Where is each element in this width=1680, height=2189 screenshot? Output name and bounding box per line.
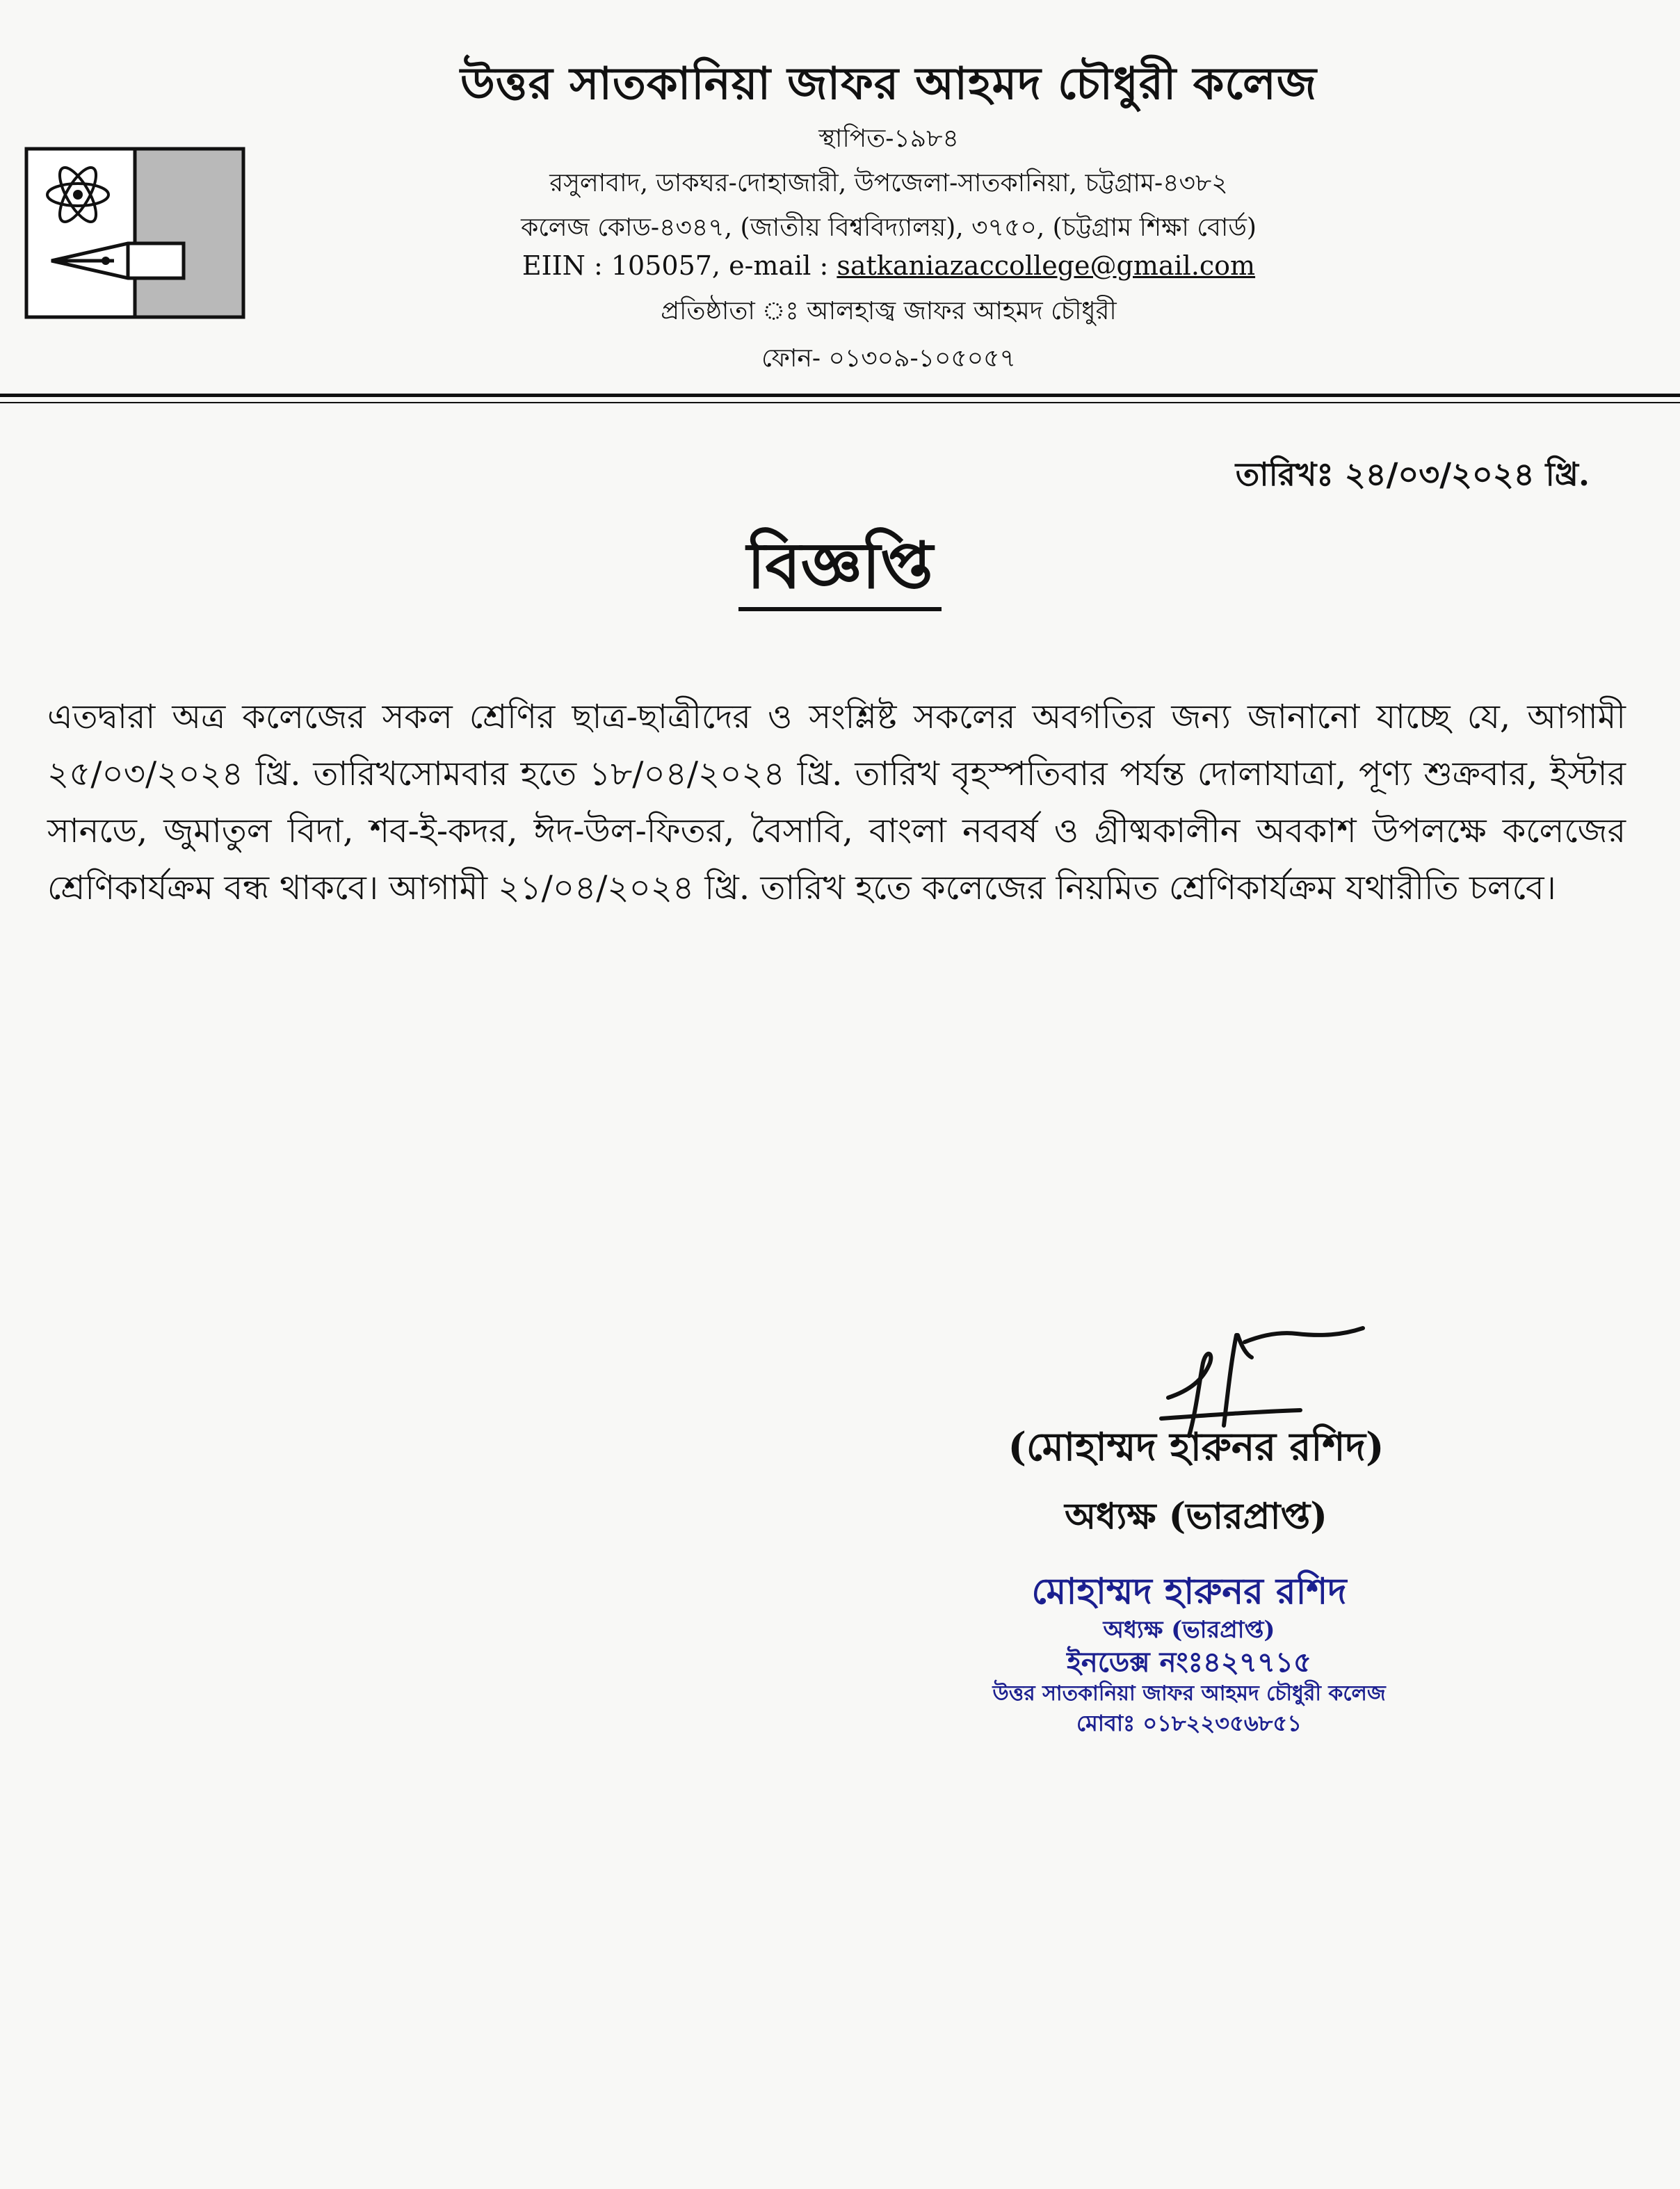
header-divider-thick <box>0 394 1680 397</box>
established-year: স্থাপিত-১৯৮৪ <box>818 124 959 153</box>
eiin-label: EIIN : 105057, e-mail : <box>522 250 837 281</box>
notice-date: তারিখঃ ২৪/০৩/২০২৪ খ্রি. <box>1235 455 1590 493</box>
header-divider-thin <box>0 402 1680 403</box>
seal-name: মোহাম্মদ হারুনর রশিদ <box>1031 1570 1347 1613</box>
notice-title <box>0 516 1680 623</box>
seal-college: উত্তর সাতকানিয়া জাফর আহমদ চৌধুরী কলেজ <box>992 1681 1386 1706</box>
notice-title-text: বিজ্ঞপ্তি <box>738 528 942 611</box>
notice-body: এতদ্বারা অত্র কলেজের সকল শ্রেণির ছাত্র-ছাত্রীদের ও সংশ্লিষ্ট সকলের অবগতির জন্য জানানো যাচ্ছে যে, আগামী ২৫/০৩/২০২৪ খ্রি. তারিখসোমবার হতে ১৮/০৪/২০২৪ খ্রি. তারিখ বৃহস্পতিবার পর্যন্ত দোলাযাত্রা, পূণ্য শুক্রবার, ইস্টার সানডে, জুমাতুল বিদা, শব-ই-কদর, ঈদ-উল-ফিতর, বৈসাবি, বাংলা নববর্ষ ও গ্রীষ্মকালীন অবকাশ উপলক্ষে কলেজের শ্রেণিকার্যক্রম বন্ধ থাকবে। আগামী ২১/০৪/২০২৪ খ্রি. তারিখ হতে কলেজের নিয়মিত শ্রেণিকার্যক্রম যথারীতি চলবে। <box>47 697 1626 907</box>
seal-designation: অধ্যক্ষ (ভারপ্রাপ্ত) <box>1103 1616 1275 1644</box>
signatory-name: (মোহাম্মদ হারুনর রশিদ) <box>1008 1424 1384 1470</box>
founder-line: প্রতিষ্ঠাতা ঃ আলহাজ্ব জাফর আহমদ চৌধুরী <box>661 297 1117 325</box>
official-seal <box>904 1569 1474 1738</box>
signatory-title: অধ্যক্ষ (ভারপ্রাপ্ত) <box>1065 1495 1327 1537</box>
email-link[interactable]: satkaniazaccollege@gmail.com <box>837 250 1256 281</box>
seal-index-number: ইনডেক্স নংঃ৪২৭৭১৫ <box>1067 1646 1311 1679</box>
eiin-email-line <box>0 250 1680 281</box>
phone-line: ফোন- ০১৩০৯-১০৫০৫৭ <box>761 344 1016 373</box>
seal-mobile: মোবাঃ ০১৮২২৩৫৬৮৫১ <box>1076 1710 1302 1736</box>
college-address: রসুলাবাদ, ডাকঘর-দোহাজারী, উপজেলা-সাতকানিয়া, চট্টগ্রাম-৪৩৮২ <box>549 169 1228 197</box>
college-name: উত্তর সাতকানিয়া জাফর আহমদ চৌধুরী কলেজ <box>460 58 1318 110</box>
college-code-line: কলেজ কোড-৪৩৪৭, (জাতীয় বিশ্ববিদ্যালয়), ৩৭৫০, (চট্টগ্রাম শিক্ষা বোর্ড) <box>521 213 1257 242</box>
